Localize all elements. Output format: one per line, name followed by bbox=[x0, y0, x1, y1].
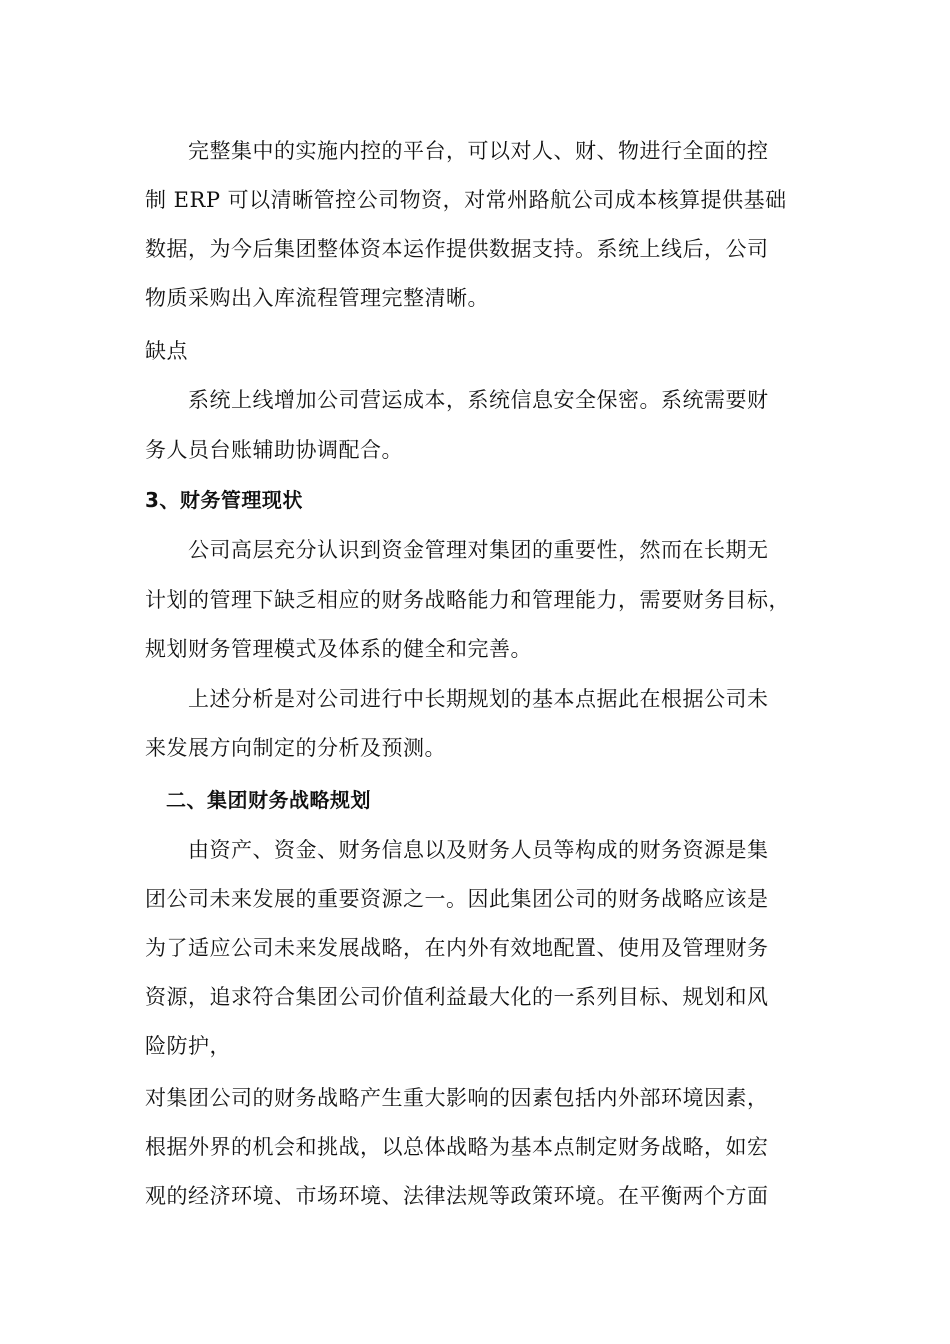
paragraph-line: 观的经济环境、市场环境、法律法规等政策环境。在平衡两个方面 bbox=[145, 1184, 769, 1208]
paragraph-line: 计划的管理下缺乏相应的财务战略能力和管理能力，需要财务目标， bbox=[145, 588, 790, 612]
paragraph-line: 资源，追求符合集团公司价值利益最大化的一系列目标、规划和风 bbox=[145, 985, 769, 1009]
paragraph-line: 上述分析是对公司进行中长期规划的基本点据此在根据公司未 bbox=[188, 687, 769, 711]
paragraph-line: 来发展方向制定的分析及预测。 bbox=[145, 736, 446, 760]
paragraph-line: 务人员台账辅助协调配合。 bbox=[145, 438, 403, 462]
section-heading-finance-status: 3、财务管理现状 bbox=[145, 488, 303, 512]
paragraph-line: 规划财务管理模式及体系的健全和完善。 bbox=[145, 637, 532, 661]
paragraph-line: 制 ERP 可以清晰管控公司物资，对常州路航公司成本核算提供基础 bbox=[145, 188, 787, 212]
section-heading-strategy: 二、集团财务战略规划 bbox=[166, 788, 371, 812]
paragraph-line: 数据，为今后集团整体资本运作提供数据支持。系统上线后，公司 bbox=[145, 237, 769, 261]
paragraph-line: 根据外界的机会和挑战，以总体战略为基本点制定财务战略，如宏 bbox=[145, 1135, 769, 1159]
paragraph-line: 为了适应公司未来发展战略，在内外有效地配置、使用及管理财务 bbox=[145, 936, 769, 960]
paragraph-line: 团公司未来发展的重要资源之一。因此集团公司的财务战略应该是 bbox=[145, 887, 769, 911]
paragraph-line: 系统上线增加公司营运成本，系统信息安全保密。系统需要财 bbox=[188, 388, 769, 412]
paragraph-line: 对集团公司的财务战略产生重大影响的因素包括内外部环境因素， bbox=[145, 1086, 769, 1110]
paragraph-line: 由资产、资金、财务信息以及财务人员等构成的财务资源是集 bbox=[188, 838, 769, 862]
paragraph-line: 物质采购出入库流程管理完整清晰。 bbox=[145, 286, 489, 310]
section-label-drawbacks: 缺点 bbox=[145, 339, 188, 363]
paragraph-line: 完整集中的实施内控的平台，可以对人、财、物进行全面的控 bbox=[188, 139, 769, 163]
paragraph-line: 险防护， bbox=[145, 1034, 231, 1058]
paragraph-line: 公司高层充分认识到资金管理对集团的重要性，然而在长期无 bbox=[188, 538, 769, 562]
